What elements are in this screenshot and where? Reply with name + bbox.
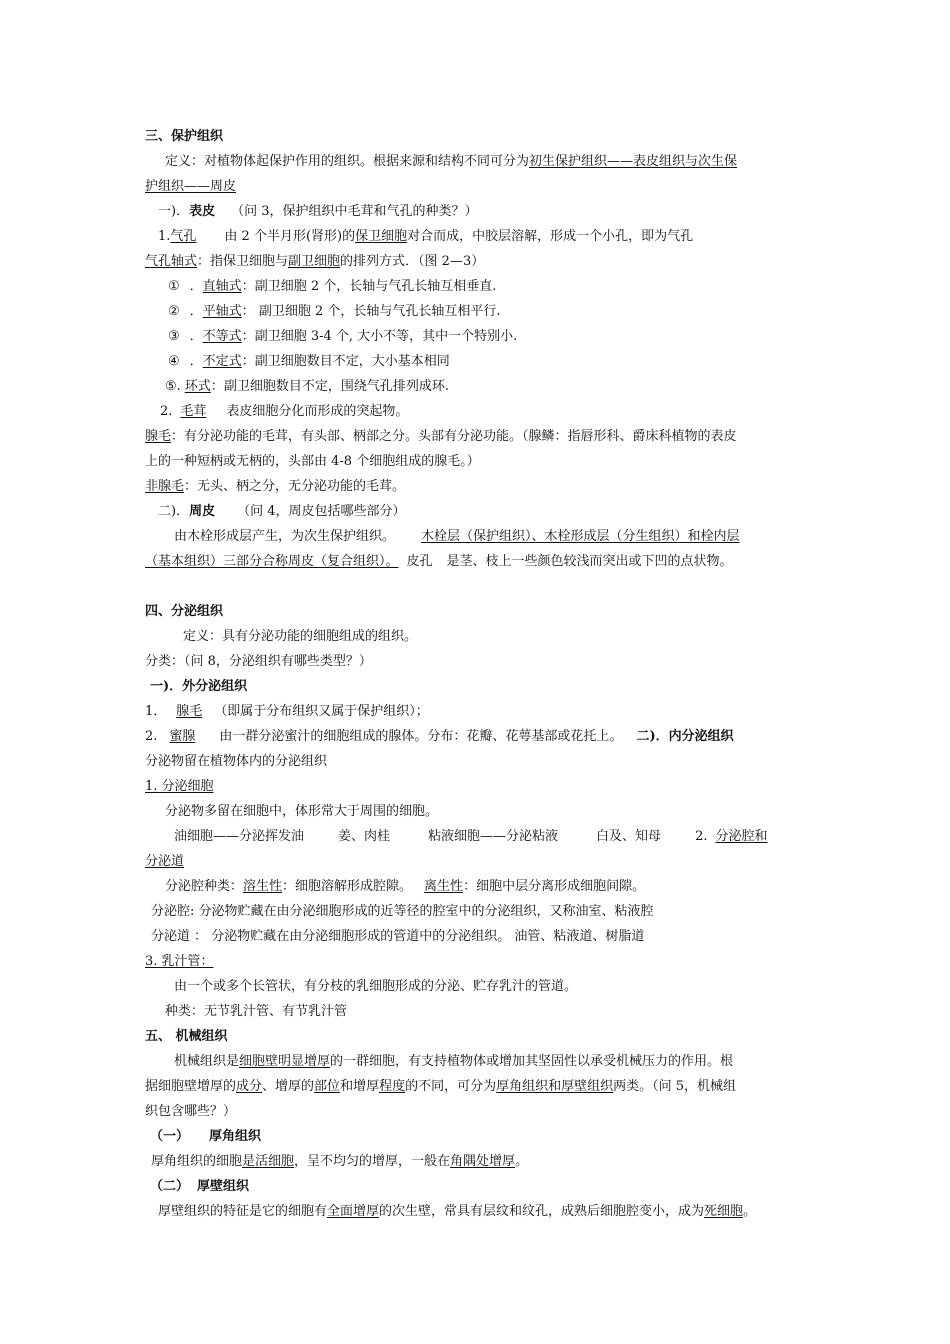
sclerenchyma-heading: （二） 厚壁组织	[150, 1179, 250, 1194]
external-item-nectary: 2. 蜜腺 由一群分泌蜜汁的细胞组成的腺体。分布：花瓣、花萼基部或花托上。 二)．内分泌组织	[145, 729, 734, 744]
secretory-duct-definition: 分泌道 ： 分泌物贮藏在由分泌细胞形成的管道中的分泌组织。 油管、粘液道、树脂道	[151, 929, 645, 944]
mechanical-paragraph-line1: 机械组织是细胞壁明显增厚的一群细胞，有支持植物体或增加其坚固性以承受机械压力的作用。根	[174, 1054, 734, 1069]
non-glandular-hair-definition: 非腺毛：无头、柄之分，无分泌功能的毛茸。	[145, 479, 406, 494]
secretory-cavity-definition: 分泌腔: 分泌物贮藏在由分泌细胞形成的近等径的腔室中的分泌组织，又称油室、粘液腔	[151, 904, 654, 919]
glandular-hair-definition: 腺毛：有分泌功能的毛茸，有头部、柄部之分。头部有分泌功能。（腺鳞：指唇形科、爵床科植物的表皮	[145, 429, 737, 444]
secretory-cell-heading: 1. 分泌细胞	[145, 779, 214, 794]
protective-definition: 定义：对植物体起保护作用的组织。根据来源和结构不同可分为初生保护组织——表皮组织与次生保	[165, 154, 738, 169]
secretory-classification: 分类：（问 8，分泌组织有哪些类型？）	[145, 654, 372, 669]
external-secretory-heading: 一)．外分泌组织	[150, 679, 248, 694]
glandular-hair-definition-cont: 上的一种短柄或无柄的，头部由 4-8 个细胞组成的腺毛。）	[145, 454, 480, 469]
laticifer-heading: 3. 乳汁管：	[145, 954, 214, 969]
secretory-definition: 定义：具有分泌功能的细胞组成的组织。	[183, 629, 418, 644]
stoma-type-2: ② ．平轴式： 副卫细胞 2 个，长轴与气孔长轴互相平行.	[168, 304, 501, 319]
secretory-cavity-types: 分泌腔种类：溶生性：细胞溶解形成腔隙。 离生性：细胞中层分离形成细胞间隙。	[165, 879, 646, 894]
secretory-duct-heading-cont: 分泌道	[145, 854, 185, 869]
mechanical-paragraph-line3: 织包含哪些？）	[145, 1104, 237, 1119]
stoma-type-1: ① ．直轴式：副卫细胞 2 个，长轴与气孔长轴互相垂直.	[168, 279, 497, 294]
secretory-cell-examples: 油细胞——分泌挥发油 姜、肉桂 粘液细胞——分泌粘液 白及、知母 2. 分泌腔和	[174, 829, 768, 844]
sclerenchyma-description: 厚壁组织的特征是它的细胞有全面增厚的次生壁，常具有层纹和纹孔，成熟后细胞腔变小，成为死细胞。	[158, 1204, 757, 1219]
section-title-protective-tissue: 三、保护组织	[145, 129, 224, 144]
internal-secretory-definition: 分泌物留在植物体内的分泌组织	[145, 754, 328, 769]
stoma-axis-definition: 气孔轴式：指保卫细胞与副卫细胞的排列方式．（图 2—3）	[145, 254, 485, 269]
periderm-paragraph-cont: （基本组织）三部分合称周皮（复合组织）。 皮孔 是茎、枝上一些颜色较浅而突出或下凹的点状物。	[145, 554, 733, 569]
secretory-cell-description: 分泌物多留在细胞中，体形常大于周围的细胞。	[165, 804, 439, 819]
collenchyma-description: 厚角组织的细胞是活细胞，呈不均匀的增厚，一般在角隅处增厚。	[151, 1154, 529, 1169]
stoma-type-3: ③ ．不等式：副卫细胞 3-4 个, 大小不等，其中一个特别小.	[168, 329, 518, 344]
stoma-item: 1.气孔 由 2 个半月形(肾形)的保卫细胞对合而成，中胶层溶解，形成一个小孔，即为气孔	[158, 229, 694, 244]
periderm-heading: 二)．周皮 （问 4，周皮包括哪些部分）	[158, 504, 406, 519]
stoma-type-5: ⑤. 环式：副卫细胞数目不定，围绕气孔排列成环.	[165, 379, 449, 394]
collenchyma-heading: （一） 厚角组织	[150, 1129, 262, 1144]
stoma-type-4: ④ ．不定式：副卫细胞数目不定，大小基本相同	[168, 354, 450, 369]
epidermis-heading: 一)．表皮 （问 3，保护组织中毛茸和气孔的种类？）	[158, 204, 478, 219]
protective-definition-cont: 护组织——周皮	[145, 179, 237, 194]
periderm-paragraph: 由木栓形成层产生，为次生保护组织。 木栓层（保护组织）、木栓形成层（分生组织）和栓内层	[174, 529, 740, 544]
external-item-glandular-hair: 1． 腺毛 （即属于分布组织又属于保护组织）；	[145, 704, 429, 719]
section-title-mechanical-tissue: 五、 机械组织	[145, 1029, 228, 1044]
laticifer-types: 种类：无节乳汁管、有节乳汁管	[165, 1004, 348, 1019]
mechanical-paragraph-line2: 据细胞壁增厚的成分、增厚的部位和增厚程度的不同，可分为厚角组织和厚壁组织两类。（问 5，机械组	[145, 1079, 737, 1094]
section-title-secretory-tissue: 四、分泌组织	[145, 604, 224, 619]
laticifer-description: 由一个或多个长管状，有分枝的乳细胞形成的分泌、贮存乳汁的管道。	[174, 979, 578, 994]
trichome-item: 2. 毛茸 表皮细胞分化而形成的突起物。	[160, 404, 409, 419]
